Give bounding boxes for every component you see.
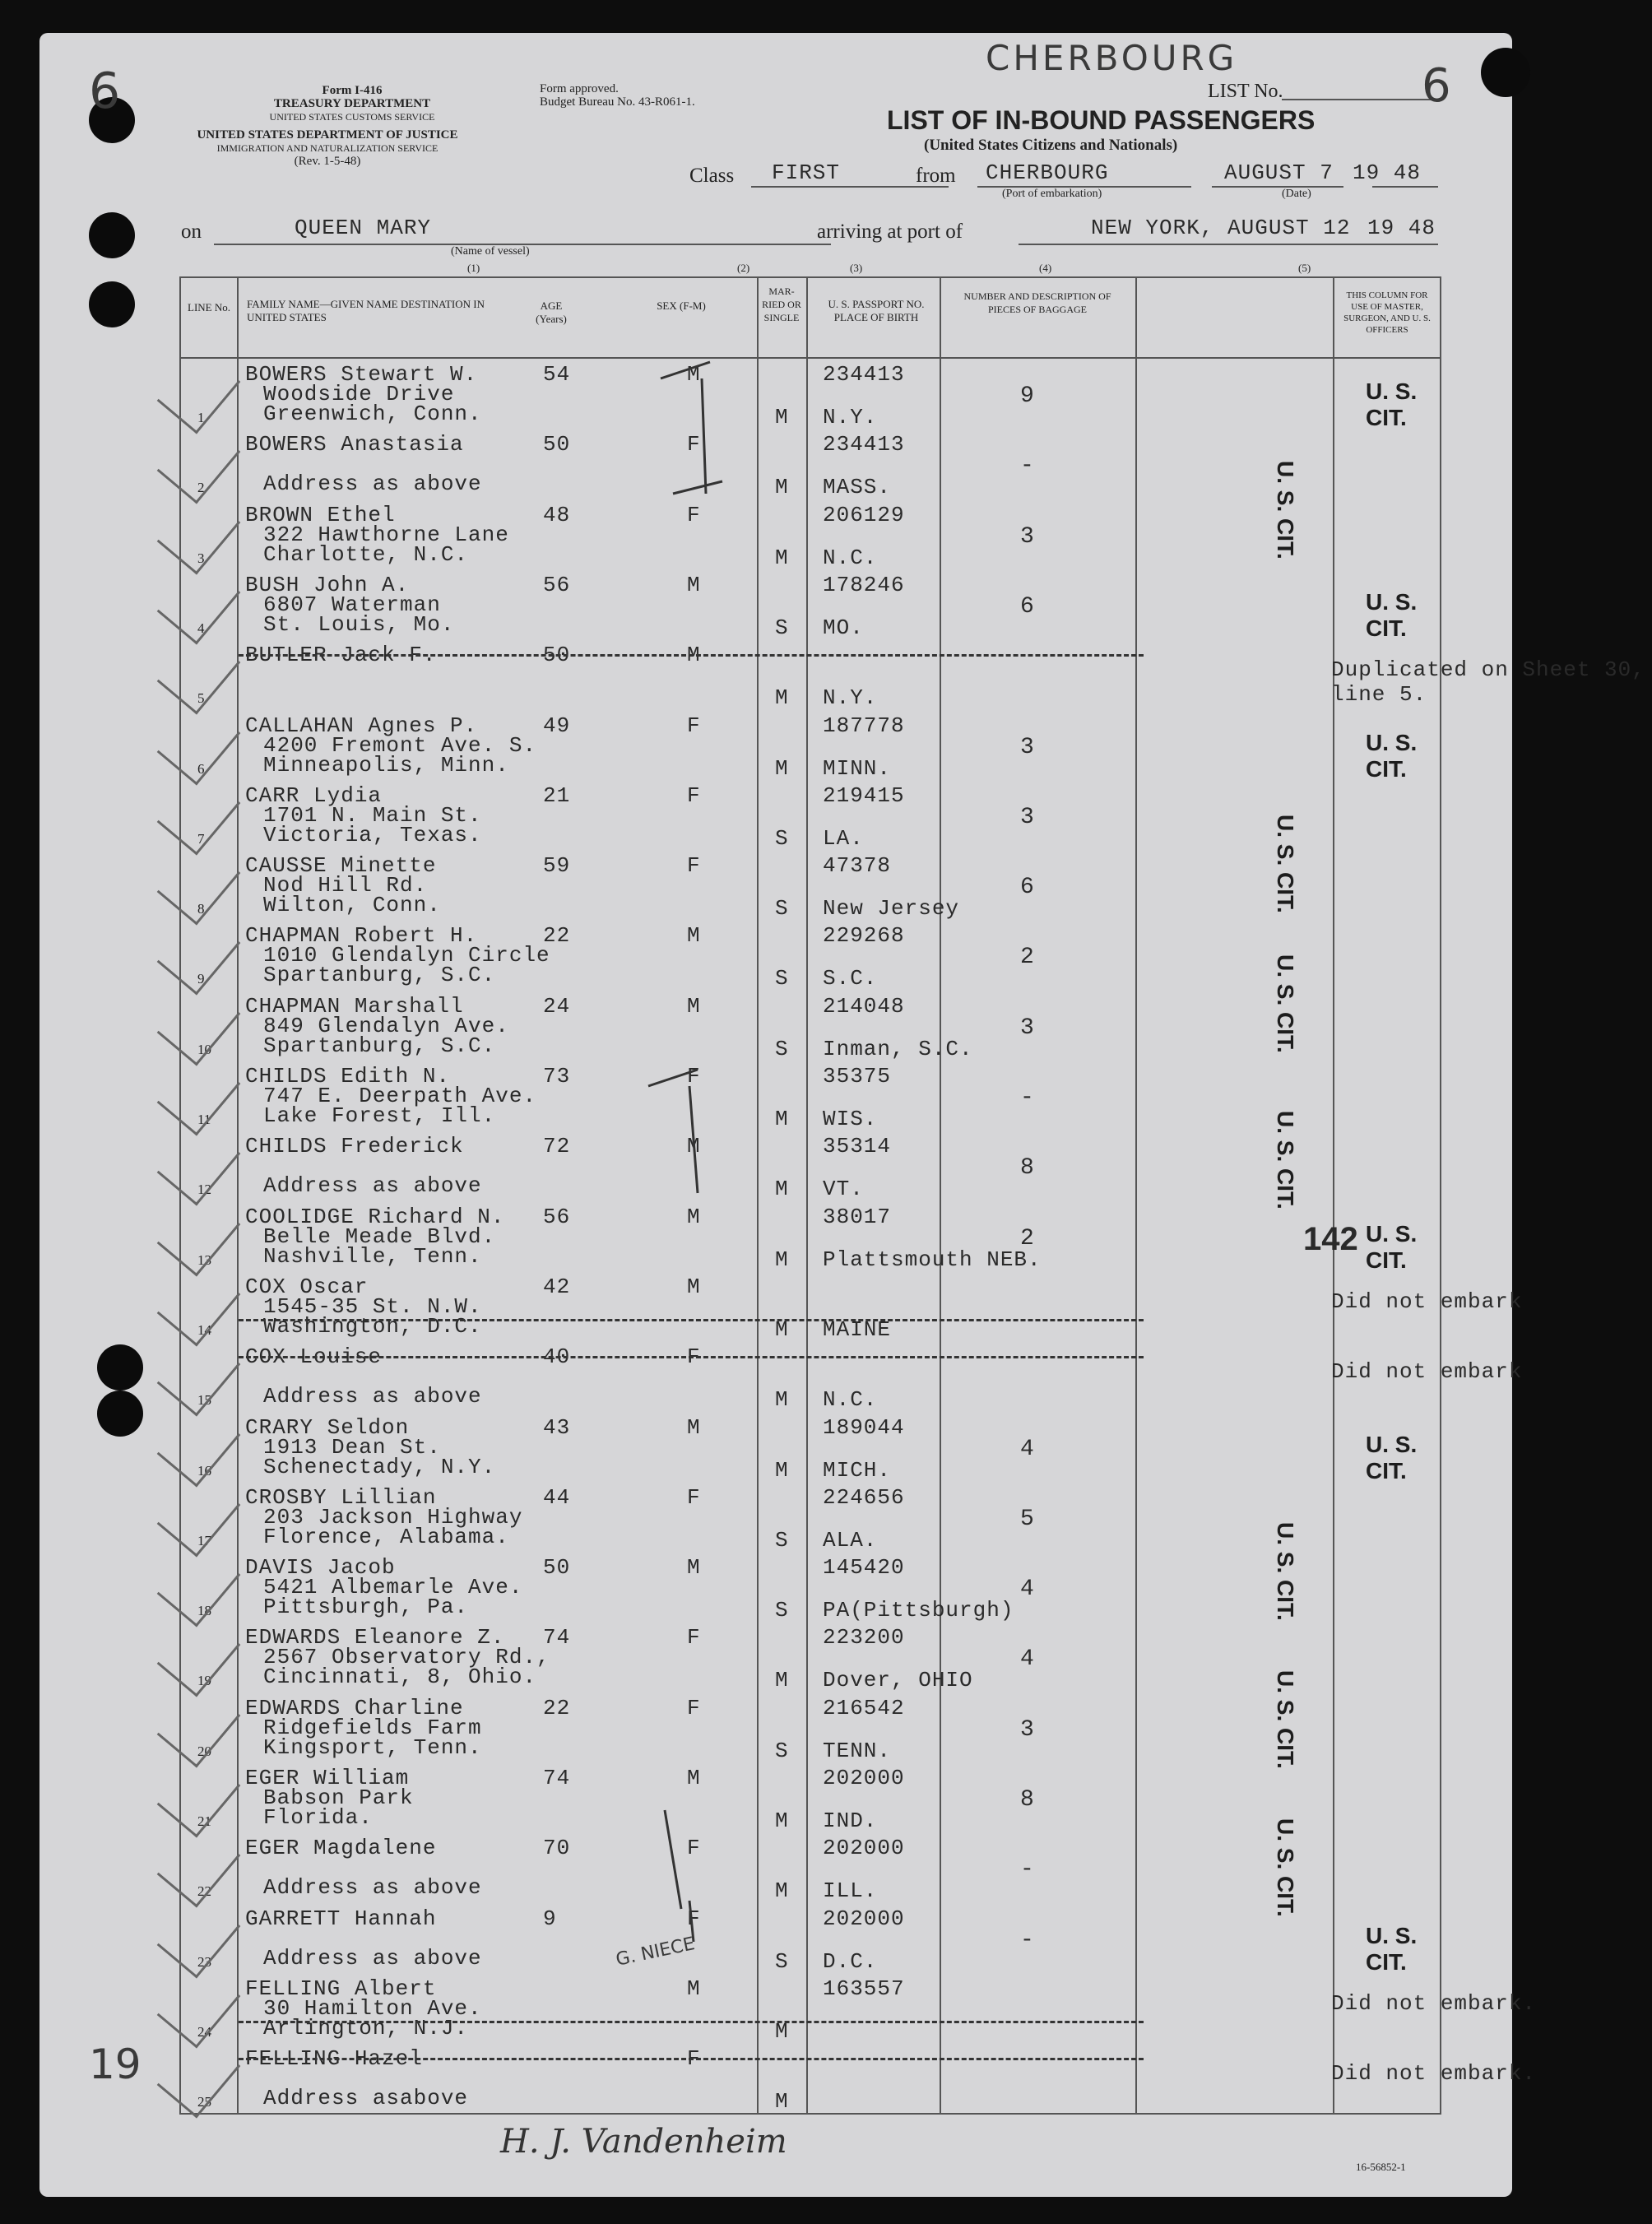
passport-no: 202000 (823, 1766, 905, 1790)
sex: M (687, 1766, 701, 1790)
sex: F (687, 502, 701, 527)
sex: M (687, 923, 701, 949)
age: 56 (543, 1204, 571, 1229)
place-of-birth: D.C. (823, 1948, 878, 1974)
list-no-value: 6 (1422, 59, 1451, 113)
address-line2: Arlington, N.J. (263, 2015, 469, 2041)
address-line2: Wilton, Conn. (263, 893, 441, 918)
passport-no: 206129 (823, 502, 905, 527)
marital-status: M (775, 1247, 789, 1272)
baggage: 3 (1020, 734, 1035, 760)
officer-remark: Did not embark. (1331, 1990, 1537, 2016)
us-cit-stamp: U. S. CIT. (1273, 1670, 1298, 1769)
address-line1: 1010 Glendalyn Circle (263, 943, 550, 968)
address-line1: 1701 N. Main St. (263, 802, 482, 828)
officer-remark: U. S. CIT. (1366, 729, 1418, 782)
marital-status: M (775, 1107, 789, 1131)
baggage: 3 (1020, 1014, 1035, 1041)
class-value: FIRST (772, 160, 841, 185)
address-line2: Address as above (263, 1173, 482, 1199)
customs-service: UNITED STATES CUSTOMS SERVICE (269, 111, 435, 123)
address-line1: 1545-35 St. N.W. (263, 1293, 482, 1319)
class-label: Class (689, 165, 735, 187)
on-label: on (181, 221, 202, 243)
passport-no: 216542 (823, 1695, 905, 1720)
address-line2: Florence, Alabama. (263, 1524, 509, 1549)
age: 24 (543, 993, 571, 1019)
line-number: 4 (197, 620, 205, 636)
age: 21 (543, 782, 571, 808)
passport-no: 38017 (823, 1204, 892, 1229)
marital-status: M (775, 755, 789, 781)
marital-status: M (775, 1808, 789, 1833)
age: 40 (543, 1344, 571, 1370)
passenger-name: EDWARDS Eleanore Z. (245, 1625, 505, 1651)
niece-note: G. NIECE (614, 1934, 697, 1971)
budget-bureau: Budget Bureau No. 43-R061-1. (540, 95, 695, 109)
place-of-birth: WIS. (823, 1107, 878, 1131)
arrival-year: 19 48 (1367, 216, 1436, 240)
marital-status: M (775, 405, 789, 429)
place-of-birth: IND. (823, 1808, 878, 1833)
justice-dept: UNITED STATES DEPARTMENT OF JUSTICE (197, 128, 458, 142)
vessel-caption: (Name of vessel) (451, 245, 530, 258)
treasury-dept: TREASURY DEPARTMENT (273, 97, 431, 110)
passenger-name: CROSBY Lillian (245, 1484, 437, 1510)
col-name: FAMILY NAME—GIVEN NAME DESTINATION IN UNITED STATES (247, 298, 485, 323)
place-of-birth: MINN. (823, 755, 892, 781)
officer-remark: Did not embark (1331, 1288, 1523, 1314)
age: 74 (543, 1766, 571, 1790)
officer-remark: U. S. CIT. (1366, 1431, 1418, 1483)
passport-no: 234413 (823, 362, 905, 387)
address-line2: Address as above (263, 1384, 482, 1409)
officer-remark: U. S. CIT. (1366, 1922, 1418, 1975)
marital-status: M (775, 1387, 789, 1413)
col-baggage: NUMBER AND DESCRIPTION OF PIECES OF BAGGAGE (963, 290, 1111, 315)
line-number: 6 (197, 760, 205, 777)
age: 43 (543, 1414, 571, 1440)
marital-status: M (775, 2089, 789, 2115)
passport-no: 189044 (823, 1414, 905, 1440)
place-of-birth: N.Y. (823, 685, 878, 711)
address-line1: 5421 Albemarle Ave. (263, 1575, 523, 1600)
address-line2: Nashville, Tenn. (263, 1243, 482, 1269)
sex: M (687, 1134, 701, 1159)
from-label: from (916, 165, 956, 187)
baggage: 4 (1020, 1436, 1035, 1462)
baggage: 6 (1020, 593, 1035, 620)
sex: M (687, 1204, 701, 1229)
address-line1: Babson Park (263, 1785, 414, 1810)
sex: M (687, 572, 701, 597)
address-line2: Charlotte, N.C. (263, 541, 469, 567)
passenger-name: BOWERS Stewart W. (245, 362, 478, 387)
passport-no: 47378 (823, 853, 892, 879)
line-number: 19 (197, 1673, 211, 1689)
line-number: 15 (197, 1392, 211, 1409)
sex: F (687, 1836, 701, 1861)
list-no-label: LIST No. (1208, 81, 1283, 102)
address-line2: Spartanburg, S.C. (263, 1033, 496, 1058)
line-number: 21 (197, 1813, 211, 1829)
place-of-birth: MO. (823, 615, 864, 640)
col-passport: U. S. PASSPORT NO. PLACE OF BIRTH (828, 298, 925, 323)
place-of-birth: LA. (823, 825, 864, 851)
place-of-birth: ILL. (823, 1878, 878, 1904)
passenger-name: COOLIDGE Richard N. (245, 1204, 505, 1229)
address-line2: Victoria, Texas. (263, 822, 482, 847)
age: 72 (543, 1134, 571, 1159)
from-value: CHERBOURG (986, 160, 1109, 185)
marital-status: S (775, 1948, 789, 1974)
line-number: 11 (197, 1112, 211, 1127)
place-of-birth: Plattsmouth NEB. (823, 1247, 1042, 1272)
age: 54 (543, 362, 571, 387)
date-caption: (Date) (1282, 188, 1311, 200)
address-line2: Address as above (263, 1945, 482, 1971)
line-number: 22 (197, 1883, 211, 1900)
marital-status: M (775, 475, 789, 500)
passport-no: 163557 (823, 1976, 905, 2001)
address-line2: Kingsport, Tenn. (263, 1734, 482, 1760)
address-line1: 849 Glendalyn Ave. (263, 1013, 509, 1038)
sex: M (687, 1414, 701, 1440)
line-number: 8 (197, 901, 205, 917)
col-sex: SEX (F-M) (657, 299, 706, 312)
date-value: AUGUST 7 (1224, 160, 1334, 185)
vessel-name: QUEEN MARY (295, 216, 432, 240)
sex: F (687, 713, 701, 738)
passenger-name: FELLING Albert (245, 1976, 437, 2001)
baggage: - (1020, 1927, 1035, 1953)
place-of-birth: MAINE (823, 1316, 892, 1342)
passenger-name: BUTLER Jack F. (245, 643, 437, 668)
passport-no: 187778 (823, 713, 905, 738)
margin-number: 19 (89, 2041, 142, 2088)
passport-no: 223200 (823, 1625, 905, 1651)
sex: F (687, 1906, 701, 1931)
sex: M (687, 643, 701, 668)
address-line1: 4200 Fremont Ave. S. (263, 732, 537, 758)
baggage: 2 (1020, 1225, 1035, 1251)
line-number: 7 (197, 830, 205, 847)
footer-code: 16-56852-1 (1356, 2161, 1406, 2173)
passenger-name: CAUSSE Minette (245, 853, 437, 879)
line-number: 14 (197, 1321, 211, 1338)
passenger-name: EDWARDS Charline (245, 1695, 464, 1720)
baggage: 2 (1020, 945, 1035, 971)
passport-no: 35375 (823, 1064, 892, 1089)
passport-no: 224656 (823, 1484, 905, 1510)
age: 9 (543, 1906, 557, 1931)
passport-no: 178246 (823, 572, 905, 597)
marital-status: S (775, 1598, 789, 1623)
passport-no: 234413 (823, 432, 905, 457)
baggage: 6 (1020, 875, 1035, 901)
sex: F (687, 432, 701, 457)
signature: H. J. Vandenheim (500, 2123, 787, 2161)
place-of-birth: New Jersey (823, 896, 960, 922)
passenger-name: CHILDS Edith N. (245, 1064, 451, 1089)
marital-status: S (775, 966, 789, 991)
marital-status: S (775, 615, 789, 640)
us-cit-stamp: U. S. CIT. (1273, 1818, 1298, 1917)
officer-remark: Duplicated on Sheet 30, line 5. (1331, 657, 1645, 708)
marital-status: S (775, 825, 789, 851)
address-line2: St. Louis, Mo. (263, 611, 455, 637)
address-line2: Lake Forest, Ill. (263, 1103, 496, 1128)
col-officers: THIS COLUMN FOR USE OF MASTER, SURGEON, AND U. S. OFFICERS (1343, 290, 1431, 335)
page-title: LIST OF IN-BOUND PASSENGERS (887, 105, 1316, 135)
baggage: 8 (1020, 1787, 1035, 1813)
us-cit-stamp: U. S. CIT. (1273, 1522, 1298, 1621)
age: 50 (543, 432, 571, 457)
marital-status: S (775, 1527, 789, 1553)
address-line1: 322 Hawthorne Lane (263, 522, 509, 547)
passenger-name: DAVIS Jacob (245, 1555, 396, 1581)
address-line1: 1913 Dean St. (263, 1434, 441, 1460)
arrival-port-date: NEW YORK, AUGUST 12 (1091, 216, 1351, 240)
sex: F (687, 1484, 701, 1510)
age: 48 (543, 502, 571, 527)
col-number: (4) (1039, 262, 1052, 274)
marital-status: S (775, 1036, 789, 1061)
baggage: - (1020, 1857, 1035, 1883)
marital-status: M (775, 1457, 789, 1483)
sex: F (687, 782, 701, 808)
sex: F (687, 2046, 701, 2072)
marital-status: M (775, 1878, 789, 1904)
place-of-birth: N.C. (823, 545, 878, 570)
address-line1: Nod Hill Rd. (263, 873, 428, 898)
place-of-birth: PA(Pittsburgh) (823, 1598, 1014, 1623)
col-age: AGE (Years) (536, 299, 567, 325)
handwritten-port: CHERBOURG (986, 38, 1238, 78)
age: 56 (543, 572, 571, 597)
passport-no: 145420 (823, 1555, 905, 1581)
sex: F (687, 1625, 701, 1651)
us-cit-stamp: U. S. CIT. (1273, 1111, 1298, 1210)
officer-remark: U. S. CIT. (1366, 378, 1418, 430)
marital-status: S (775, 896, 789, 922)
col-number: (1) (467, 262, 480, 274)
sex: M (687, 993, 701, 1019)
address-line2: Minneapolis, Minn. (263, 752, 509, 778)
line-number: 25 (197, 2094, 211, 2110)
age: 44 (543, 1484, 571, 1510)
place-of-birth: VT. (823, 1177, 864, 1202)
baggage: 5 (1020, 1506, 1035, 1532)
age: 49 (543, 713, 571, 738)
form-approved: Form approved. (540, 82, 619, 95)
passenger-name: FELLING Hazel (245, 2046, 423, 2072)
passenger-name: CALLAHAN Agnes P. (245, 713, 478, 738)
us-cit-stamp: U. S. CIT. (1273, 461, 1298, 559)
passenger-name: BOWERS Anastasia (245, 432, 464, 457)
place-of-birth: S.C. (823, 966, 878, 991)
baggage: - (1020, 453, 1035, 480)
passenger-name: EGER Magdalene (245, 1836, 437, 1861)
age: 74 (543, 1625, 571, 1651)
passenger-name: CHAPMAN Robert H. (245, 923, 478, 949)
address-line2: Address asabove (263, 2086, 469, 2111)
passport-no: 229268 (823, 923, 905, 949)
address-line2: Washington, D.C. (263, 1313, 482, 1339)
place-of-birth: TENN. (823, 1738, 892, 1763)
manifest-page (39, 33, 1645, 2197)
address-line1: 30 Hamilton Ave. (263, 1995, 482, 2021)
handwritten-marks (39, 33, 1512, 2197)
baggage: 8 (1020, 1155, 1035, 1182)
address-line2: Spartanburg, S.C. (263, 963, 496, 988)
age: 50 (543, 1555, 571, 1581)
line-number: 10 (197, 1041, 211, 1057)
sex: F (687, 1695, 701, 1720)
place-of-birth: N.Y. (823, 405, 878, 429)
marital-status: M (775, 1316, 789, 1342)
address-line1: Belle Meade Blvd. (263, 1223, 496, 1249)
age: 22 (543, 923, 571, 949)
address-line1: 203 Jackson Highway (263, 1504, 523, 1530)
passenger-name: BROWN Ethel (245, 502, 396, 527)
line-number: 12 (197, 1182, 211, 1198)
address-line2: Greenwich, Conn. (263, 402, 482, 426)
officer-remark: U. S. CIT. (1366, 1220, 1418, 1273)
baggage: 9 (1020, 383, 1035, 409)
age: 22 (543, 1695, 571, 1720)
address-line1: 747 E. Deerpath Ave. (263, 1084, 537, 1108)
baggage: 3 (1020, 523, 1035, 550)
officer-remark: Did not embark (1331, 1359, 1523, 1385)
line-number: 20 (197, 1743, 211, 1759)
sex: M (687, 1555, 701, 1581)
baggage: 4 (1020, 1576, 1035, 1603)
line-number: 1 (197, 410, 205, 425)
passport-no: 214048 (823, 993, 905, 1019)
us-cit-stamp: U. S. CIT. (1273, 954, 1298, 1053)
corner-number: 6 (89, 63, 121, 120)
address-line1: Woodside Drive (263, 382, 455, 406)
passenger-name: EGER William (245, 1766, 410, 1790)
line-number: 16 (197, 1462, 211, 1479)
line-number: 2 (197, 480, 205, 496)
address-line2: Pittsburgh, Pa. (263, 1595, 469, 1620)
marital-status: M (775, 545, 789, 570)
sex: M (687, 362, 701, 387)
passport-no: 219415 (823, 782, 905, 808)
age: 70 (543, 1836, 571, 1861)
passport-no: 202000 (823, 1836, 905, 1861)
sex: M (687, 1976, 701, 2001)
line-number: 13 (197, 1251, 211, 1268)
col-married: MAR-RIED OR SINGLE (762, 286, 801, 323)
page-subtitle: (United States Citizens and Nationals) (924, 137, 1178, 154)
place-of-birth: MASS. (823, 475, 892, 500)
address-line2: Address as above (263, 471, 482, 497)
age: 50 (543, 643, 571, 668)
place-of-birth: N.C. (823, 1387, 878, 1413)
marital-status: M (775, 1668, 789, 1693)
sex: F (687, 1064, 701, 1089)
passenger-name: CARR Lydia (245, 782, 383, 808)
place-of-birth: Dover, OHIO (823, 1668, 973, 1693)
passenger-name: CHILDS Frederick (245, 1134, 464, 1159)
passenger-name: COX Oscar (245, 1274, 369, 1299)
age: 59 (543, 853, 571, 879)
address-line1: 2567 Observatory Rd., (263, 1645, 550, 1670)
place-of-birth: MICH. (823, 1457, 892, 1483)
line-number: 5 (197, 690, 205, 707)
officer-remark: U. S. CIT. (1366, 588, 1418, 641)
passenger-name: GARRETT Hannah (245, 1906, 437, 1931)
address-line2: Address as above (263, 1875, 482, 1901)
officer-remark: Did not embark. (1331, 2061, 1537, 2087)
col-number: (5) (1298, 262, 1311, 274)
immigration-service: IMMIGRATION AND NATURALIZATION SERVICE (216, 142, 439, 154)
arriving-label: arriving at port of (817, 221, 963, 243)
passenger-name: CRARY Seldon (245, 1414, 410, 1440)
passport-no: 202000 (823, 1906, 905, 1931)
passenger-name: CHAPMAN Marshall (245, 993, 464, 1019)
address-line2: Florida. (263, 1805, 373, 1830)
address-line2: Cincinnati, 8, Ohio. (263, 1665, 537, 1690)
baggage: - (1020, 1085, 1035, 1111)
baggage: 4 (1020, 1646, 1035, 1673)
line-number: 23 (197, 1953, 211, 1970)
year-value: 19 48 (1353, 160, 1422, 185)
line-number: 17 (197, 1532, 211, 1548)
address-line2: Schenectady, N.Y. (263, 1454, 496, 1479)
line-number: 24 (197, 2023, 211, 2040)
place-of-birth: ALA. (823, 1527, 878, 1553)
place-of-birth: Inman, S.C. (823, 1036, 973, 1061)
form-id: Form I-416 (322, 84, 383, 97)
passenger-name: BUSH John A. (245, 572, 410, 597)
age: 42 (543, 1274, 571, 1299)
passport-no: 35314 (823, 1134, 892, 1159)
form-revision: (Rev. 1-5-48) (294, 155, 361, 168)
annotation-142: 142 (1303, 1221, 1358, 1257)
sex: F (687, 1344, 701, 1370)
sex: F (687, 853, 701, 879)
marital-status: M (775, 1177, 789, 1202)
us-cit-stamp: U. S. CIT. (1273, 815, 1298, 913)
baggage: 3 (1020, 804, 1035, 830)
marital-status: M (775, 685, 789, 711)
line-number: 18 (197, 1603, 211, 1619)
sex: M (687, 1274, 701, 1299)
col-line: LINE No. (188, 301, 230, 313)
port-caption: (Port of embarkation) (1002, 188, 1102, 200)
col-number: (2) (737, 262, 750, 274)
col-number: (3) (850, 262, 863, 274)
passenger-name: COX Louise (245, 1344, 383, 1370)
baggage: 3 (1020, 1716, 1035, 1743)
address-line1: Ridgefields Farm (263, 1715, 482, 1740)
address-line1: 6807 Waterman (263, 592, 441, 617)
line-number: 3 (197, 550, 205, 566)
marital-status: S (775, 1738, 789, 1763)
marital-status: M (775, 2018, 789, 2044)
line-number: 9 (197, 971, 205, 987)
age: 73 (543, 1064, 571, 1089)
